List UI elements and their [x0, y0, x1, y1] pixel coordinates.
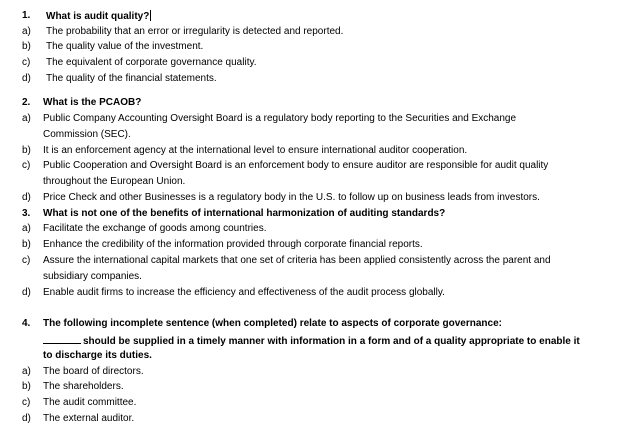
option-letter: a) — [22, 366, 31, 377]
option-letter: a) — [22, 26, 31, 37]
option-text: The external auditor. — [43, 413, 135, 424]
option-letter: b) — [22, 239, 31, 250]
option-text: The probability that an error or irregularity is detected and reported. — [46, 26, 344, 37]
option-letter: c) — [22, 397, 31, 408]
question-text: What is not one of the benefits of international harmonization of auditing standards? — [43, 208, 446, 219]
option-letter: b) — [22, 381, 31, 392]
option-letter: d) — [22, 287, 31, 298]
question-number: 2. — [22, 97, 31, 108]
option-text: The quality value of the investment. — [46, 41, 204, 52]
option-text: Facilitate the exchange of goods among countries. — [43, 223, 267, 234]
option-text-continued: throughout the European Union. — [43, 176, 186, 187]
option-text: Enhance the credibility of the information provided through corporate financial reports. — [43, 239, 423, 250]
text-cursor — [150, 10, 151, 21]
option-text: Price Check and other Businesses is a regulatory body in the U.S. to follow up on business leads from investors. — [43, 192, 540, 203]
option-text: The equivalent of corporate governance quality. — [46, 57, 257, 68]
option-text: It is an enforcement agency at the international level to ensure international auditor cooperation. — [43, 145, 468, 156]
option-letter: c) — [22, 160, 31, 171]
question-number: 1. — [22, 10, 31, 21]
option-text-continued: subsidiary companies. — [43, 271, 142, 282]
option-letter: c) — [22, 255, 31, 266]
question-number: 3. — [22, 208, 31, 219]
option-text: Enable audit firms to increase the efficiency and effectiveness of the audit process globally. — [43, 287, 445, 298]
option-text: The audit committee. — [43, 397, 137, 408]
option-text: The quality of the financial statements. — [46, 73, 217, 84]
question-number: 4. — [22, 318, 31, 329]
option-letter: a) — [22, 223, 31, 234]
option-letter: b) — [22, 41, 31, 52]
option-letter: b) — [22, 145, 31, 156]
question-text: What is the PCAOB? — [43, 97, 142, 108]
option-text: The shareholders. — [43, 381, 124, 392]
option-text: The board of directors. — [43, 366, 144, 377]
option-letter: a) — [22, 113, 31, 124]
question-text: The following incomplete sentence (when completed) relate to aspects of corporate governance: — [43, 318, 502, 329]
option-letter: c) — [22, 57, 31, 68]
option-text: Assure the international capital markets that one set of criteria has been applied consistently across the parent and — [43, 255, 551, 266]
question-text: What is audit quality? — [46, 11, 150, 22]
option-text: Public Cooperation and Oversight Board is an enforcement body to ensure auditor are responsible for audit quality — [43, 160, 549, 171]
option-letter: d) — [22, 413, 31, 424]
option-text: Public Company Accounting Oversight Board is a regulatory body reporting to the Securities and Exchange — [43, 113, 517, 124]
option-letter: d) — [22, 73, 31, 84]
option-letter: d) — [22, 192, 31, 203]
question-text-continued: should be supplied in a timely manner with information in a form and of a quality appropriate to enable it — [43, 334, 580, 348]
question-text-continued: to discharge its duties. — [43, 350, 152, 361]
option-text-continued: Commission (SEC). — [43, 129, 131, 140]
fill-in-blank — [43, 334, 81, 344]
